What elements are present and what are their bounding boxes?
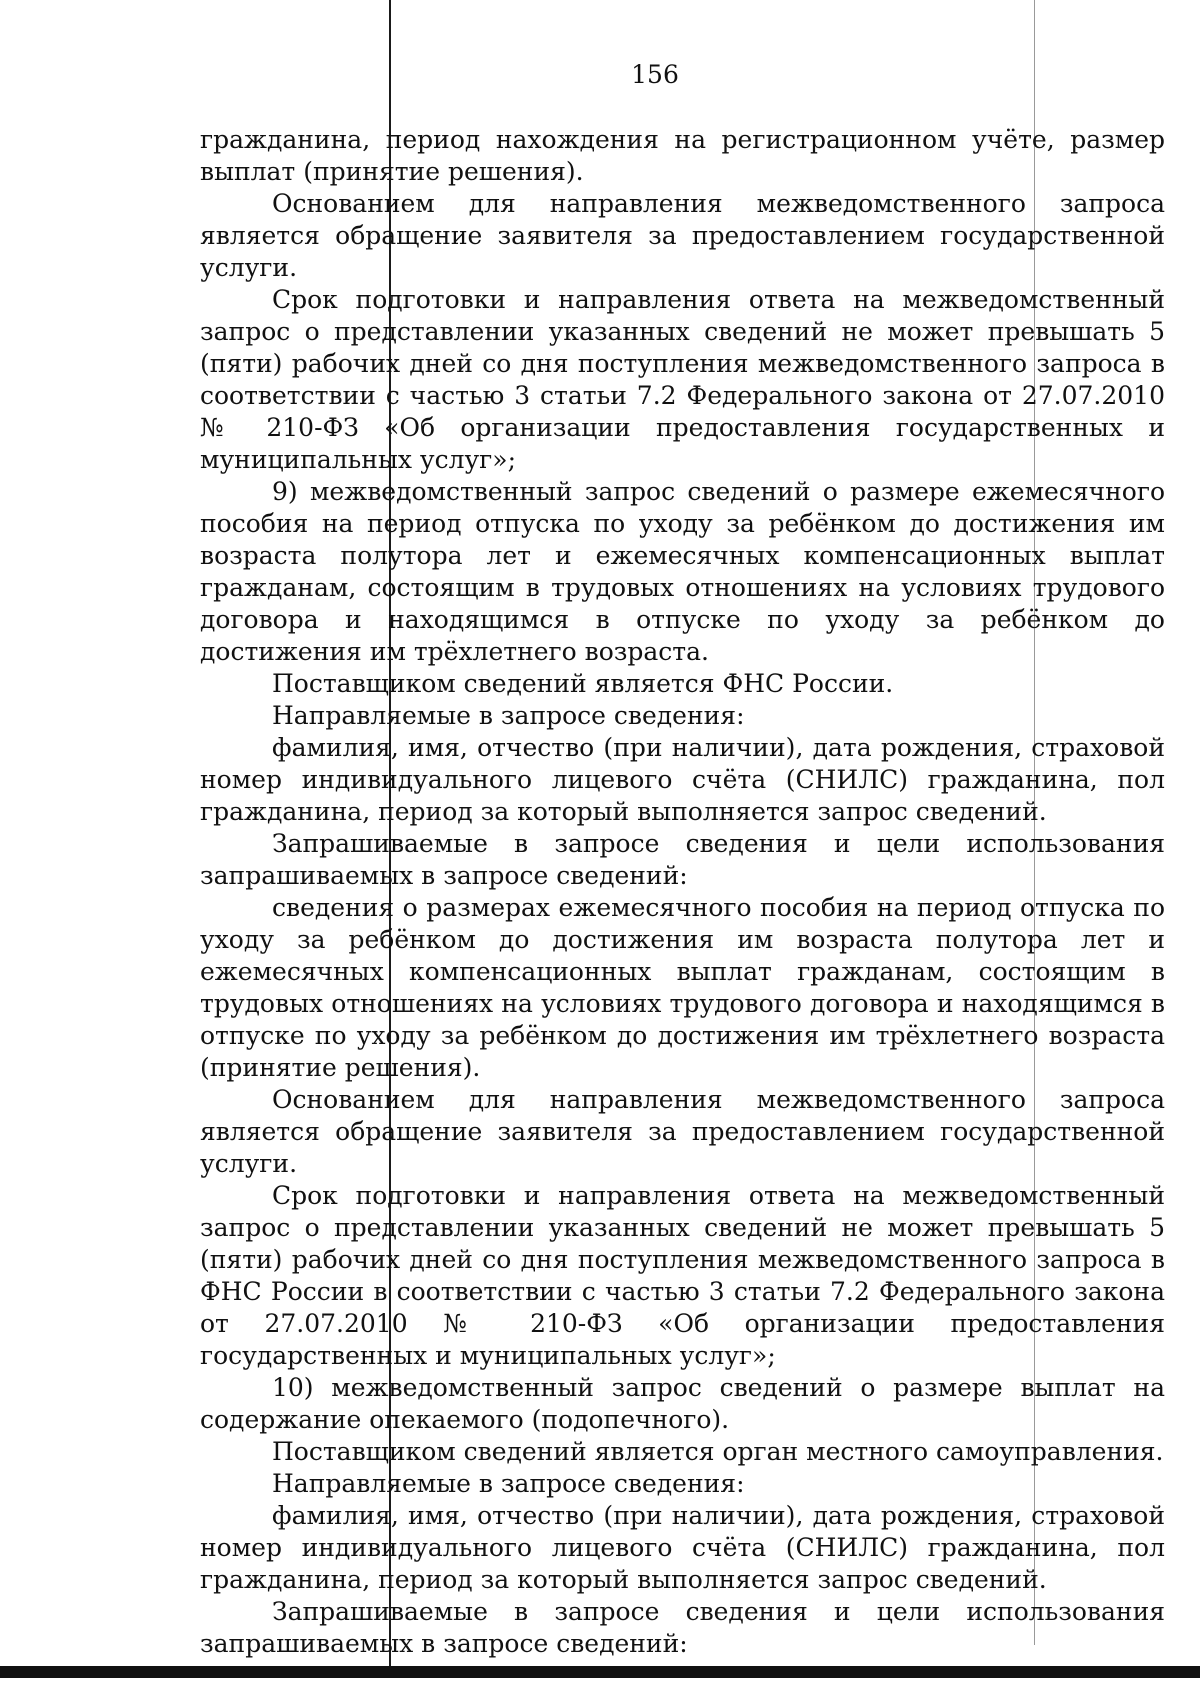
paragraph: сведения о размерах ежемесячного пособия на период отпуска по уходу за ребёнком до достижения им возраста полутора лет и ежемесячных компенсационных выплат гражданам, состоящим в трудовых отношениях на условиях трудового договора и находящимся в отпуске по уходу за ребёнком до достижения им трёхлетнего возраста (принятие решения). <box>200 893 1165 1082</box>
scan-bottom-edge <box>0 1666 1200 1678</box>
paragraph: Направляемые в запросе сведения: <box>272 701 745 730</box>
paragraph: Срок подготовки и направления ответа на межведомственный запрос о представлении указанных сведений не может превышать 5 (пяти) рабочих дней со дня поступления межведомственного запроса в соответствии с частью 3 статьи 7.2 Федерального закона от 27.07.2010 № 210-ФЗ «Об организации предоставления государственных и муниципальных услуг»; <box>200 285 1165 474</box>
paragraph: гражданина, период нахождения на регистрационном учёте, размер выплат (принятие решения). <box>200 125 1165 186</box>
paragraph: Основанием для направления межведомственного запроса является обращение заявителя за предоставлением государственной услуги. <box>200 189 1165 282</box>
paragraph: Поставщиком сведений является орган местного самоуправления. <box>272 1437 1164 1466</box>
paragraph: Запрашиваемые в запросе сведения и цели использования запрашиваемых в запросе сведений: <box>200 1597 1165 1658</box>
paragraph: фамилия, имя, отчество (при наличии), дата рождения, страховой номер индивидуального лицевого счёта (СНИЛС) гражданина, пол гражданина, период за который выполняется запрос сведений. <box>200 1501 1165 1594</box>
page-number: 156 <box>631 60 679 89</box>
paragraph: Основанием для направления межведомственного запроса является обращение заявителя за предоставлением государственной услуги. <box>200 1085 1165 1178</box>
paragraph: Запрашиваемые в запросе сведения и цели использования запрашиваемых в запросе сведений: <box>200 829 1165 890</box>
paragraph: 9) межведомственный запрос сведений о размере ежемесячного пособия на период отпуска по уходу за ребёнком до достижения им возраста полутора лет и ежемесячных компенсационных выплат гражданам, состоящим в трудовых отношениях на условиях трудового договора и находящимся в отпуске по уходу за ребёнком до достижения им трёхлетнего возраста. <box>200 477 1165 666</box>
paragraph: Срок подготовки и направления ответа на межведомственный запрос о представлении указанных сведений не может превышать 5 (пяти) рабочих дней со дня поступления межведомственного запроса в ФНС России в соответствии с частью 3 статьи 7.2 Федерального закона от 27.07.2010 № 210-ФЗ «Об организации предоставления государственных и муниципальных услуг»; <box>200 1181 1165 1370</box>
paragraph: Поставщиком сведений является ФНС России. <box>272 669 894 698</box>
paragraph: фамилия, имя, отчество (при наличии), дата рождения, страховой номер индивидуального лицевого счёта (СНИЛС) гражданина, пол гражданина, период за который выполняется запрос сведений. <box>200 733 1165 826</box>
paragraph: Направляемые в запросе сведения: <box>272 1469 745 1498</box>
document-body <box>200 124 1165 1660</box>
paragraph: 10) межведомственный запрос сведений о размере выплат на содержание опекаемого (подопечного). <box>200 1373 1165 1434</box>
